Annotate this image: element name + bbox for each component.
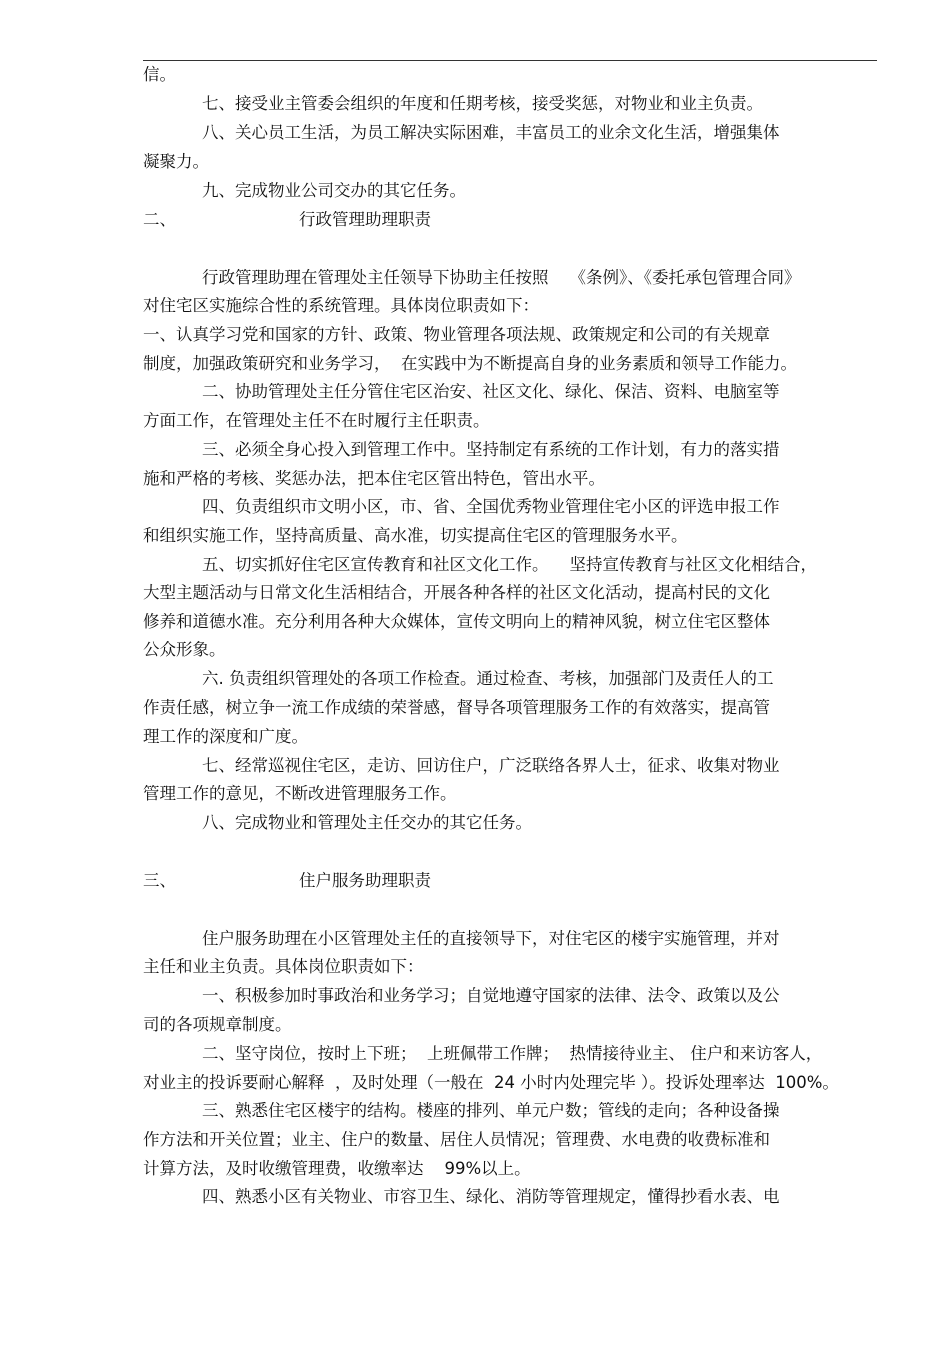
paragraph-line: 和组织实施工作，坚持高质量、高水准，切实提高住宅区的管理服务水平。 [143, 526, 688, 545]
paragraph-line: 公众形象。 [143, 640, 226, 659]
paragraph-line: 制度，加强政策研究和业务学习， 在实践中为不断提高自身的业务素质和领导工作能力。 [143, 354, 797, 373]
paragraph-line: 四、负责组织市文明小区，市、省、全国优秀物业管理住宅小区的评选申报工作 [202, 497, 780, 516]
paragraph-line: 信。 [143, 65, 176, 84]
paragraph-line: 对业主的投诉要耐心解释 ，及时处理（一般在 24 小时内处理完毕 ）。投诉处理率达 100%。 [143, 1073, 839, 1092]
paragraph-line: 六. 负责组织管理处的各项工作检查。通过检查、考核，加强部门及责任人的工 [202, 669, 774, 688]
paragraph-line: 主任和业主负责。具体岗位职责如下： [143, 957, 424, 976]
paragraph-line: 七、经常巡视住宅区，走访、回访住户，广泛联络各界人士，征求、收集对物业 [202, 756, 780, 775]
paragraph-line: 八、关心员工生活，为员工解决实际困难，丰富员工的业余文化生活，增强集体 [202, 123, 780, 142]
section-number: 二、 [143, 210, 176, 229]
paragraph-line: 一、积极参加时事政治和业务学习；自觉地遵守国家的法律、法令、政策以及公 [202, 986, 780, 1005]
paragraph-line: 对住宅区实施综合性的系统管理。具体岗位职责如下： [143, 296, 539, 315]
paragraph-line: 计算方法，及时收缴管理费，收缴率达 99%以上。 [143, 1159, 531, 1178]
paragraph-line: 方面工作，在管理处主任不在时履行主任职责。 [143, 411, 490, 430]
paragraph-line: 四、熟悉小区有关物业、市容卫生、绿化、消防等管理规定，懂得抄看水表、电 [202, 1187, 780, 1206]
paragraph-line: 一、认真学习党和国家的方针、政策、物业管理各项法规、政策规定和公司的有关规章 [143, 325, 770, 344]
paragraph-line: 作责任感，树立争一流工作成绩的荣誉感，督导各项管理服务工作的有效落实，提高管 [143, 698, 770, 717]
paragraph-line: 凝聚力。 [143, 152, 209, 171]
paragraph-line: 二、坚守岗位，按时上下班； 上班佩带工作牌； 热情接待业主、 住户和来访客人， [202, 1044, 823, 1063]
section-title: 住户服务助理职责 [299, 871, 431, 890]
section-title: 行政管理助理职责 [299, 210, 431, 229]
paragraph-line: 二、协助管理处主任分管住宅区治安、社区文化、绿化、保洁、资料、电脑室等 [202, 382, 780, 401]
paragraph-line: 三、必须全身心投入到管理工作中。坚持制定有系统的工作计划，有力的落实措 [202, 440, 780, 459]
paragraph-line: 八、完成物业和管理处主任交办的其它任务。 [202, 813, 532, 832]
paragraph-line: 住户服务助理在小区管理处主任的直接领导下，对住宅区的楼宇实施管理，并对 [202, 929, 780, 948]
paragraph-line: 五、切实抓好住宅区宣传教育和社区文化工作。 坚持宣传教育与社区文化相结合， [202, 555, 817, 574]
paragraph-line: 行政管理助理在管理处主任领导下协助主任按照 《条例》、《委托承包管理合同》 [202, 268, 801, 287]
paragraph-line: 理工作的深度和广度。 [143, 727, 308, 746]
paragraph-line: 作方法和开关位置；业主、住户的数量、居住人员情况；管理费、水电费的收费标准和 [143, 1130, 770, 1149]
paragraph-line: 修养和道德水准。充分利用各种大众媒体，宣传文明向上的精神风貌，树立住宅区整体 [143, 612, 770, 631]
paragraph-line: 施和严格的考核、奖惩办法，把本住宅区管出特色，管出水平。 [143, 469, 605, 488]
paragraph-line: 司的各项规章制度。 [143, 1015, 292, 1034]
section-number: 三、 [143, 871, 176, 890]
paragraph-line: 七、接受业主管委会组织的年度和任期考核，接受奖惩，对物业和业主负责。 [202, 94, 763, 113]
paragraph-line: 大型主题活动与日常文化生活相结合，开展各种各样的社区文化活动，提高村民的文化 [143, 583, 770, 602]
paragraph-line: 九、完成物业公司交办的其它任务。 [202, 181, 466, 200]
paragraph-line: 三、熟悉住宅区楼宇的结构。楼座的排列、单元户数；管线的走向；各种设备操 [202, 1101, 780, 1120]
header-rule [143, 60, 877, 61]
paragraph-line: 管理工作的意见，不断改进管理服务工作。 [143, 784, 457, 803]
